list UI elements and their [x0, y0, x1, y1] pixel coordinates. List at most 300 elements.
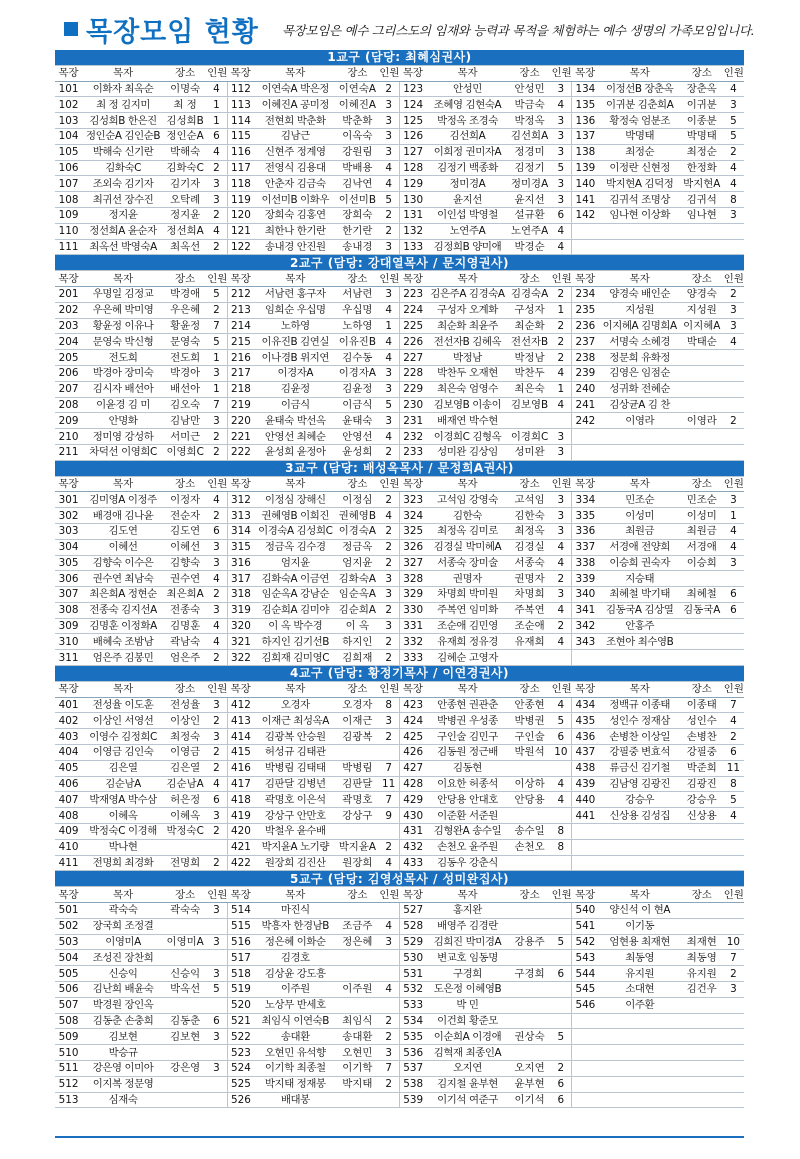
location: 문영숙 — [164, 334, 206, 350]
group-number: 523 — [227, 1045, 254, 1061]
location — [336, 1092, 378, 1108]
group-number: 401 — [55, 697, 82, 713]
member-count: 3 — [551, 429, 572, 445]
group-number: 206 — [55, 365, 82, 381]
member-count: 6 — [551, 207, 572, 223]
leader-names: 박지현A 김덕정 — [599, 176, 681, 192]
group-number: 411 — [55, 855, 82, 871]
table-row — [55, 792, 744, 808]
location: 권명자 — [509, 571, 551, 587]
leader-names: 윤태숙 박선옥 — [254, 413, 336, 429]
location: 전성율 — [164, 697, 206, 713]
leader-names: 김향숙 이수은 — [82, 555, 164, 571]
leader-names: 이영미A — [82, 934, 164, 950]
member-count: 2 — [206, 444, 227, 460]
member-count: 2 — [206, 587, 227, 603]
location: 이승희 — [681, 555, 723, 571]
location: 김도연 — [164, 523, 206, 539]
leader-names — [599, 1029, 681, 1045]
column-header-member-count: 인원 — [723, 477, 744, 490]
group-number: 342 — [572, 618, 599, 634]
location: 이성미 — [681, 508, 723, 524]
table-row — [55, 350, 744, 366]
leader-names: 조외숙 김기자 — [82, 176, 164, 192]
location: 김경숙A — [509, 286, 551, 302]
leader-names: 김영은 임점순 — [599, 365, 681, 381]
leader-names: 최은숙 엄영수 — [426, 381, 508, 397]
location: 최정숙 — [164, 729, 206, 745]
location: 양경숙 — [681, 286, 723, 302]
location: 박지윤A — [336, 839, 378, 855]
leader-names: 서남련 홍구자 — [254, 286, 336, 302]
member-count: 5 — [378, 397, 399, 413]
table-row — [55, 365, 744, 381]
group-number: 107 — [55, 176, 82, 192]
location: 이경자A — [336, 365, 378, 381]
location: 박옥선 — [164, 982, 206, 998]
leader-names: 신현주 정계영 — [254, 144, 336, 160]
district-title: 1교구 (담당: 최혜심권사) — [55, 50, 744, 65]
leader-names: 박철우 윤수배 — [254, 824, 336, 840]
group-number: 223 — [399, 286, 426, 302]
leader-names — [599, 839, 681, 855]
member-count: 6 — [551, 729, 572, 745]
member-count: 4 — [378, 334, 399, 350]
member-count: 6 — [206, 1013, 227, 1029]
member-count: 4 — [551, 539, 572, 555]
leader-names: 성인수 정재삼 — [599, 713, 681, 729]
location: 이정자 — [164, 492, 206, 508]
member-count: 2 — [378, 207, 399, 223]
leader-names: 차명희 박미원 — [426, 587, 508, 603]
member-count: 3 — [378, 587, 399, 603]
location — [681, 650, 723, 666]
location: 설규환 — [509, 207, 551, 223]
location: 엄지윤 — [336, 555, 378, 571]
group-number: 118 — [227, 176, 254, 192]
group-number: 509 — [55, 1029, 82, 1045]
member-count: 2 — [378, 555, 399, 571]
table-row — [55, 508, 744, 524]
group-number: 222 — [227, 444, 254, 460]
column-header-leader-names: 목자 — [426, 681, 508, 697]
member-count: 4 — [206, 81, 227, 97]
location: 김귀석 — [681, 192, 723, 208]
leader-names: 최 정 김지미 — [82, 97, 164, 113]
member-count — [551, 1045, 572, 1061]
location: 이정심 — [336, 492, 378, 508]
table-row — [55, 903, 744, 919]
member-count: 3 — [378, 571, 399, 587]
member-count: 3 — [378, 934, 399, 950]
member-count: 2 — [206, 508, 227, 524]
member-count: 2 — [206, 239, 227, 255]
leader-names: 이영금 김인숙 — [82, 745, 164, 761]
group-number: 410 — [55, 839, 82, 855]
group-number: 138 — [572, 144, 599, 160]
leader-names: 문영숙 박신형 — [82, 334, 164, 350]
group-number: 101 — [55, 81, 82, 97]
location: 손천오 — [509, 839, 551, 855]
member-count: 3 — [551, 523, 572, 539]
leader-names: 배혜숙 조밤남 — [82, 634, 164, 650]
leader-names: 하지인 김기선B — [254, 634, 336, 650]
member-count: 5 — [206, 286, 227, 302]
leader-names: 임나현 이상화 — [599, 207, 681, 223]
location: 조순애 — [509, 618, 551, 634]
leader-names — [599, 855, 681, 871]
location: 강용주 — [509, 934, 551, 950]
leader-names: 김동춘 손충희 — [82, 1013, 164, 1029]
member-count: 3 — [551, 508, 572, 524]
group-number: 205 — [55, 350, 82, 366]
group-number: 125 — [399, 113, 426, 129]
member-count: 3 — [378, 381, 399, 397]
leader-names: 구경희 — [426, 966, 508, 982]
member-count: 3 — [378, 97, 399, 113]
column-header-member-count: 인원 — [551, 888, 572, 901]
location: 박정남 — [509, 350, 551, 366]
location: 전순자 — [164, 508, 206, 524]
member-count — [378, 997, 399, 1013]
group-number: 114 — [227, 113, 254, 129]
member-count: 3 — [206, 903, 227, 919]
group-number: 415 — [227, 745, 254, 761]
member-count: 5 — [206, 982, 227, 998]
column-header-leader-names: 목자 — [599, 887, 681, 903]
leader-names: 강승우 — [599, 792, 681, 808]
leader-names: 고석임 강영숙 — [426, 492, 508, 508]
leader-names: 박정남 — [426, 350, 508, 366]
district-banner — [55, 871, 744, 887]
leader-names: 최원금 — [599, 523, 681, 539]
table-row — [55, 650, 744, 666]
location: 최은숙 — [509, 381, 551, 397]
location — [681, 239, 723, 255]
member-count: 2 — [551, 334, 572, 350]
location: 곽명호 — [336, 792, 378, 808]
member-count: 4 — [551, 697, 572, 713]
leader-names: 이경자A — [254, 365, 336, 381]
leader-names: 배대봉 — [254, 1092, 336, 1108]
member-count — [723, 1013, 744, 1029]
location — [681, 997, 723, 1013]
location: 이명숙 — [164, 81, 206, 97]
member-count — [551, 982, 572, 998]
leader-names: 장희숙 김홍연 — [254, 207, 336, 223]
column-header-group-number: 목장 — [572, 887, 599, 903]
member-count: 3 — [206, 413, 227, 429]
column-header-group-number: 목장 — [55, 887, 82, 903]
member-count — [551, 950, 572, 966]
leader-names: 이혜진A 공미정 — [254, 97, 336, 113]
leader-names: 최정순 — [599, 144, 681, 160]
group-number: 224 — [399, 302, 426, 318]
leader-names: 전현희 박춘화 — [254, 113, 336, 129]
leader-names: 박경원 장인옥 — [82, 997, 164, 1013]
leader-names: 이건희 황준모 — [426, 1013, 508, 1029]
group-number: 519 — [227, 982, 254, 998]
group-number: 542 — [572, 934, 599, 950]
group-number: 438 — [572, 760, 599, 776]
group-table-wrapper — [55, 50, 744, 1108]
leader-names: 권명자 — [426, 571, 508, 587]
member-count: 4 — [206, 618, 227, 634]
leader-names: 김광복 안승원 — [254, 729, 336, 745]
leader-names: 이희정 권미자A — [426, 144, 508, 160]
district-title: 4교구 (담당: 황정기목사 / 이연경권사) — [55, 666, 744, 682]
group-number: 310 — [55, 634, 82, 650]
group-number: 330 — [399, 602, 426, 618]
leader-names: 최혜철 박기태 — [599, 587, 681, 603]
column-header-leader-names: 목자 — [426, 65, 508, 81]
member-count: 6 — [551, 1076, 572, 1092]
member-count: 3 — [551, 144, 572, 160]
member-count: 2 — [206, 855, 227, 871]
table-row — [55, 587, 744, 603]
group-number: 511 — [55, 1061, 82, 1077]
member-count: 3 — [206, 697, 227, 713]
member-count: 2 — [551, 618, 572, 634]
leader-names: 신승익 — [82, 966, 164, 982]
location: 허은정 — [164, 792, 206, 808]
group-number: 303 — [55, 523, 82, 539]
group-number: 413 — [227, 713, 254, 729]
member-count: 7 — [723, 950, 744, 966]
group-number: 433 — [399, 855, 426, 871]
member-count: 3 — [206, 602, 227, 618]
group-number: 129 — [399, 176, 426, 192]
leader-names: 신상용 김성집 — [599, 808, 681, 824]
group-number: 105 — [55, 144, 82, 160]
member-count: 3 — [206, 176, 227, 192]
location: 전도희 — [164, 350, 206, 366]
group-number: 508 — [55, 1013, 82, 1029]
location — [509, 1013, 551, 1029]
member-count — [723, 855, 744, 871]
leader-names: 김난희 배윤숙 — [82, 982, 164, 998]
member-count — [723, 618, 744, 634]
member-count: 5 — [551, 713, 572, 729]
member-count — [206, 918, 227, 934]
location: 박해숙 — [164, 144, 206, 160]
location: 정경미 — [509, 144, 551, 160]
leader-names: 김상균A 김 찬 — [599, 397, 681, 413]
column-header-location: 장소 — [509, 271, 551, 287]
group-number: 226 — [399, 334, 426, 350]
location — [681, 381, 723, 397]
table-row — [55, 492, 744, 508]
group-number — [572, 1061, 599, 1077]
location: 오경자 — [336, 697, 378, 713]
leader-names: 이혜선 — [82, 539, 164, 555]
group-number: 123 — [399, 81, 426, 97]
column-header-group-number: 목장 — [227, 271, 254, 287]
table-row — [55, 776, 744, 792]
member-count: 3 — [378, 239, 399, 255]
location — [681, 918, 723, 934]
group-number: 518 — [227, 966, 254, 982]
leader-names: 곽명호 이은석 — [254, 792, 336, 808]
member-count: 4 — [551, 555, 572, 571]
table-row — [55, 634, 744, 650]
location — [509, 650, 551, 666]
member-count: 3 — [551, 192, 572, 208]
location — [164, 1092, 206, 1108]
column-header-location: 장소 — [681, 681, 723, 697]
table-row — [55, 824, 744, 840]
table-row — [55, 160, 744, 176]
member-count: 5 — [723, 113, 744, 129]
leader-names: 김정희B 양미애 — [426, 239, 508, 255]
leader-names: 이재근 최성옥A — [254, 713, 336, 729]
column-header-location: 장소 — [164, 476, 206, 492]
location: 권수연 — [164, 571, 206, 587]
leader-names: 이혜옥 — [82, 808, 164, 824]
location — [681, 855, 723, 871]
location: 곽남숙 — [164, 634, 206, 650]
leader-names: 김지철 윤부현 — [426, 1076, 508, 1092]
leader-names: 전도희 — [82, 350, 164, 366]
location — [681, 634, 723, 650]
leader-names: 최옥선 박영숙A — [82, 239, 164, 255]
member-count: 9 — [378, 808, 399, 824]
group-number: 217 — [227, 365, 254, 381]
group-number: 110 — [55, 223, 82, 239]
location: 김광진 — [681, 776, 723, 792]
location — [164, 1076, 206, 1092]
column-header-member-count: 인원 — [207, 272, 228, 285]
member-count — [378, 903, 399, 919]
member-count: 4 — [378, 982, 399, 998]
group-number: 225 — [399, 318, 426, 334]
member-count: 3 — [723, 97, 744, 113]
location — [164, 839, 206, 855]
group-number: 504 — [55, 950, 82, 966]
location: 김광복 — [336, 729, 378, 745]
location: 이혜진A — [336, 97, 378, 113]
member-count: 4 — [551, 602, 572, 618]
location: 최은희A — [164, 587, 206, 603]
group-number: 543 — [572, 950, 599, 966]
member-count: 2 — [551, 1061, 572, 1077]
location: 배선아 — [164, 381, 206, 397]
location — [336, 903, 378, 919]
location: 박지태 — [336, 1076, 378, 1092]
member-count — [723, 381, 744, 397]
leader-names: 오현민 유석향 — [254, 1045, 336, 1061]
location: 오지연 — [509, 1061, 551, 1077]
location: 박경순 — [509, 239, 551, 255]
group-number: 231 — [399, 413, 426, 429]
location: 서미근 — [164, 429, 206, 445]
leader-names: 양신석 이 현A — [599, 903, 681, 919]
member-count — [723, 223, 744, 239]
group-number: 121 — [227, 223, 254, 239]
member-count: 1 — [551, 381, 572, 397]
group-number: 230 — [399, 397, 426, 413]
group-number: 512 — [55, 1076, 82, 1092]
group-number: 530 — [399, 950, 426, 966]
group-number: 333 — [399, 650, 426, 666]
column-header-member-count: 인원 — [551, 272, 572, 285]
column-header-leader-names: 목자 — [426, 887, 508, 903]
member-count: 1 — [551, 302, 572, 318]
member-count — [551, 997, 572, 1013]
location — [509, 808, 551, 824]
column-header-location: 장소 — [336, 271, 378, 287]
location: 이옥숙 — [336, 128, 378, 144]
group-number: 435 — [572, 713, 599, 729]
member-count: 6 — [551, 1092, 572, 1108]
group-number: 137 — [572, 128, 599, 144]
group-number: 546 — [572, 997, 599, 1013]
location — [681, 365, 723, 381]
member-count: 4 — [206, 571, 227, 587]
leader-names: 김상윤 강도흥 — [254, 966, 336, 982]
location: 김건우 — [681, 982, 723, 998]
leader-names: 정금옥 김수경 — [254, 539, 336, 555]
location: 오현민 — [336, 1045, 378, 1061]
location — [681, 618, 723, 634]
group-number: 320 — [227, 618, 254, 634]
leader-names: 정선희A 윤순자 — [82, 223, 164, 239]
leader-names: 성귀화 전혜순 — [599, 381, 681, 397]
column-header-member-count: 인원 — [379, 683, 400, 696]
column-header-member-count: 인원 — [379, 477, 400, 490]
location: 박원석 — [509, 745, 551, 761]
leader-names: 최순화 최윤주 — [426, 318, 508, 334]
member-count — [723, 571, 744, 587]
leader-names: 김남근 — [254, 128, 336, 144]
leader-names: 조혜영 김현숙A — [426, 97, 508, 113]
group-number: 312 — [227, 492, 254, 508]
member-count: 2 — [378, 729, 399, 745]
member-count: 4 — [551, 365, 572, 381]
location: 안종현 — [509, 697, 551, 713]
page-subtitle: 목장모임은 예수 그리스도의 임재와 능력과 목적을 체험하는 예수 생명의 가족모임입니다. — [282, 23, 755, 38]
district-banner — [55, 666, 744, 682]
location: 박정옥 — [509, 113, 551, 129]
group-number: 308 — [55, 602, 82, 618]
location: 손병찬 — [681, 729, 723, 745]
leader-names: 우은혜 박미영 — [82, 302, 164, 318]
column-header-group-number: 목장 — [572, 476, 599, 492]
group-number: 239 — [572, 365, 599, 381]
leader-names: 서경애 전양희 — [599, 539, 681, 555]
group-number: 540 — [572, 903, 599, 919]
leader-names: 김명훈 이정화A — [82, 618, 164, 634]
location: 박태순 — [681, 334, 723, 350]
leader-names: 전선자B 김혜옥 — [426, 334, 508, 350]
footer-divider — [55, 1136, 744, 1138]
group-number: 505 — [55, 966, 82, 982]
member-count: 2 — [206, 824, 227, 840]
member-count: 2 — [378, 1013, 399, 1029]
location: 김한숙 — [509, 508, 551, 524]
location: 김경실 — [509, 539, 551, 555]
location: 김성희B — [164, 113, 206, 129]
location: 안성민 — [509, 81, 551, 97]
column-header-group-number: 목장 — [55, 271, 82, 287]
group-number: 405 — [55, 760, 82, 776]
member-count: 3 — [206, 934, 227, 950]
location — [336, 824, 378, 840]
column-header-leader-names: 목자 — [254, 476, 336, 492]
location: 전종숙 — [164, 602, 206, 618]
column-header-location: 장소 — [681, 271, 723, 287]
member-count: 6 — [723, 745, 744, 761]
